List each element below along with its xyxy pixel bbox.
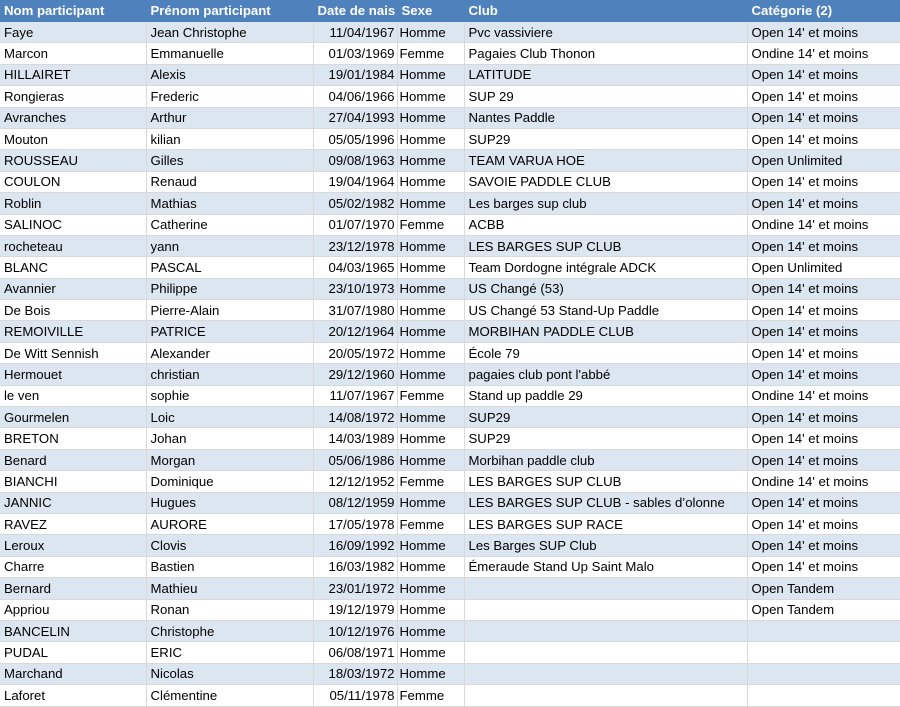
cell-nom[interactable]: RAVEZ [0, 513, 146, 534]
cell-nom[interactable]: BLANC [0, 257, 146, 278]
cell-date[interactable]: 05/02/1982 [313, 193, 397, 214]
cell-club[interactable]: LES BARGES SUP CLUB [464, 471, 747, 492]
cell-nom[interactable]: Marchand [0, 663, 146, 684]
cell-categorie[interactable]: Open 14' et moins [747, 321, 900, 342]
cell-date[interactable]: 16/09/1992 [313, 535, 397, 556]
cell-club[interactable] [464, 599, 747, 620]
cell-date[interactable]: 01/07/1970 [313, 214, 397, 235]
table-row[interactable] [0, 107, 900, 128]
table-row[interactable] [0, 150, 900, 171]
cell-club[interactable]: Morbihan paddle club [464, 449, 747, 470]
cell-nom[interactable]: Laforet [0, 685, 146, 706]
cell-nom[interactable]: BANCELIN [0, 620, 146, 641]
cell-categorie[interactable]: Open 14' et moins [747, 556, 900, 577]
cell-prenom[interactable]: Arthur [146, 107, 313, 128]
header-nom[interactable]: Nom participant [0, 0, 146, 22]
cell-categorie[interactable]: Open 14' et moins [747, 300, 900, 321]
table-row[interactable] [0, 535, 900, 556]
cell-prenom[interactable]: Mathias [146, 193, 313, 214]
cell-prenom[interactable]: kilian [146, 128, 313, 149]
cell-prenom[interactable]: Pierre-Alain [146, 300, 313, 321]
cell-sexe[interactable]: Homme [397, 278, 464, 299]
cell-categorie[interactable] [747, 620, 900, 641]
header-prenom[interactable]: Prénom participant [146, 0, 313, 22]
cell-nom[interactable]: Bernard [0, 578, 146, 599]
cell-sexe[interactable]: Femme [397, 43, 464, 64]
cell-categorie[interactable] [747, 685, 900, 706]
cell-sexe[interactable]: Homme [397, 364, 464, 385]
cell-prenom[interactable]: Dominique [146, 471, 313, 492]
cell-nom[interactable]: BRETON [0, 428, 146, 449]
cell-nom[interactable]: De Bois [0, 300, 146, 321]
cell-nom[interactable]: Leroux [0, 535, 146, 556]
table-row[interactable] [0, 171, 900, 192]
cell-nom[interactable]: Marcon [0, 43, 146, 64]
cell-club[interactable] [464, 620, 747, 641]
cell-club[interactable] [464, 642, 747, 663]
cell-nom[interactable]: Benard [0, 449, 146, 470]
cell-categorie[interactable]: Open 14' et moins [747, 364, 900, 385]
cell-categorie[interactable]: Ondine 14' et moins [747, 471, 900, 492]
cell-categorie[interactable]: Open 14' et moins [747, 64, 900, 85]
cell-date[interactable]: 23/01/1972 [313, 578, 397, 599]
cell-sexe[interactable]: Homme [397, 128, 464, 149]
cell-club[interactable]: SUP29 [464, 428, 747, 449]
table-row[interactable] [0, 685, 900, 706]
table-row[interactable] [0, 642, 900, 663]
cell-prenom[interactable]: PATRICE [146, 321, 313, 342]
cell-sexe[interactable]: Homme [397, 578, 464, 599]
cell-sexe[interactable]: Homme [397, 321, 464, 342]
cell-nom[interactable]: Avranches [0, 107, 146, 128]
cell-sexe[interactable]: Homme [397, 599, 464, 620]
cell-prenom[interactable]: Nicolas [146, 663, 313, 684]
cell-date[interactable]: 17/05/1978 [313, 513, 397, 534]
cell-prenom[interactable]: Bastien [146, 556, 313, 577]
cell-categorie[interactable]: Open Tandem [747, 578, 900, 599]
table-row[interactable] [0, 578, 900, 599]
cell-categorie[interactable]: Ondine 14' et moins [747, 214, 900, 235]
cell-date[interactable]: 06/08/1971 [313, 642, 397, 663]
cell-club[interactable]: Pagaies Club Thonon [464, 43, 747, 64]
cell-prenom[interactable]: Renaud [146, 171, 313, 192]
cell-sexe[interactable]: Homme [397, 449, 464, 470]
cell-sexe[interactable]: Homme [397, 492, 464, 513]
cell-club[interactable]: MORBIHAN PADDLE CLUB [464, 321, 747, 342]
cell-sexe[interactable]: Homme [397, 22, 464, 43]
table-row[interactable] [0, 556, 900, 577]
cell-nom[interactable]: COULON [0, 171, 146, 192]
cell-club[interactable]: Stand up paddle 29 [464, 385, 747, 406]
cell-nom[interactable]: SALINOC [0, 214, 146, 235]
cell-nom[interactable]: Gourmelen [0, 407, 146, 428]
cell-categorie[interactable]: Open 14' et moins [747, 342, 900, 363]
cell-sexe[interactable]: Homme [397, 64, 464, 85]
cell-club[interactable]: École 79 [464, 342, 747, 363]
cell-prenom[interactable]: Morgan [146, 449, 313, 470]
cell-date[interactable]: 11/07/1967 [313, 385, 397, 406]
cell-prenom[interactable]: Alexis [146, 64, 313, 85]
table-body [0, 22, 900, 707]
cell-prenom[interactable]: sophie [146, 385, 313, 406]
cell-sexe[interactable]: Homme [397, 620, 464, 641]
cell-prenom[interactable]: Loic [146, 407, 313, 428]
table-row[interactable] [0, 64, 900, 85]
header-date[interactable]: Date de nais [313, 0, 397, 22]
cell-nom[interactable]: rocheteau [0, 235, 146, 256]
cell-club[interactable]: Pvc vassiviere [464, 22, 747, 43]
cell-nom[interactable]: Faye [0, 22, 146, 43]
cell-club[interactable]: US Changé 53 Stand-Up Paddle [464, 300, 747, 321]
table-row[interactable] [0, 620, 900, 641]
cell-date[interactable]: 14/03/1989 [313, 428, 397, 449]
cell-categorie[interactable]: Open 14' et moins [747, 535, 900, 556]
table-row[interactable] [0, 513, 900, 534]
table-row[interactable] [0, 193, 900, 214]
header-categorie[interactable]: Catégorie (2) [747, 0, 900, 22]
cell-prenom[interactable]: ERIC [146, 642, 313, 663]
header-club[interactable]: Club [464, 0, 747, 22]
cell-date[interactable]: 27/04/1993 [313, 107, 397, 128]
cell-categorie[interactable]: Open 14' et moins [747, 407, 900, 428]
table-row[interactable] [0, 278, 900, 299]
table-row[interactable] [0, 428, 900, 449]
cell-prenom[interactable]: AURORE [146, 513, 313, 534]
table-row[interactable] [0, 86, 900, 107]
cell-date[interactable]: 10/12/1976 [313, 620, 397, 641]
cell-nom[interactable]: Hermouet [0, 364, 146, 385]
cell-categorie[interactable] [747, 642, 900, 663]
cell-sexe[interactable]: Homme [397, 86, 464, 107]
cell-prenom[interactable]: Mathieu [146, 578, 313, 599]
cell-club[interactable]: Émeraude Stand Up Saint Malo [464, 556, 747, 577]
cell-nom[interactable]: Charre [0, 556, 146, 577]
cell-prenom[interactable]: Emmanuelle [146, 43, 313, 64]
cell-categorie[interactable] [747, 663, 900, 684]
cell-sexe[interactable]: Homme [397, 235, 464, 256]
cell-club[interactable]: SUP29 [464, 407, 747, 428]
cell-prenom[interactable]: Philippe [146, 278, 313, 299]
cell-club[interactable] [464, 663, 747, 684]
header-sexe[interactable]: Sexe [397, 0, 464, 22]
cell-prenom[interactable]: Ronan [146, 599, 313, 620]
cell-categorie[interactable]: Open 14' et moins [747, 107, 900, 128]
cell-date[interactable]: 05/06/1986 [313, 449, 397, 470]
table-row[interactable] [0, 449, 900, 470]
table-row[interactable] [0, 342, 900, 363]
cell-date[interactable]: 12/12/1952 [313, 471, 397, 492]
cell-date[interactable]: 05/05/1996 [313, 128, 397, 149]
cell-sexe[interactable]: Homme [397, 663, 464, 684]
cell-club[interactable]: LES BARGES SUP RACE [464, 513, 747, 534]
cell-date[interactable]: 01/03/1969 [313, 43, 397, 64]
cell-date[interactable]: 18/03/1972 [313, 663, 397, 684]
cell-club[interactable]: TEAM VARUA HOE [464, 150, 747, 171]
table-row[interactable] [0, 300, 900, 321]
cell-date[interactable]: 19/12/1979 [313, 599, 397, 620]
cell-categorie[interactable]: Open 14' et moins [747, 171, 900, 192]
cell-date[interactable]: 11/04/1967 [313, 22, 397, 43]
cell-categorie[interactable]: Open Tandem [747, 599, 900, 620]
cell-categorie[interactable]: Open 14' et moins [747, 193, 900, 214]
cell-sexe[interactable]: Homme [397, 150, 464, 171]
cell-club[interactable] [464, 685, 747, 706]
cell-date[interactable]: 09/08/1963 [313, 150, 397, 171]
cell-sexe[interactable]: Homme [397, 556, 464, 577]
table-row[interactable] [0, 22, 900, 43]
cell-sexe[interactable]: Homme [397, 342, 464, 363]
cell-categorie[interactable]: Open 14' et moins [747, 428, 900, 449]
cell-prenom[interactable]: Alexander [146, 342, 313, 363]
cell-prenom[interactable]: Clémentine [146, 685, 313, 706]
cell-sexe[interactable]: Femme [397, 385, 464, 406]
cell-nom[interactable]: REMOIVILLE [0, 321, 146, 342]
cell-club[interactable]: LATITUDE [464, 64, 747, 85]
cell-nom[interactable]: ROUSSEAU [0, 150, 146, 171]
cell-prenom[interactable]: Jean Christophe [146, 22, 313, 43]
cell-club[interactable]: pagaies club pont l'abbé [464, 364, 747, 385]
cell-club[interactable]: SUP 29 [464, 86, 747, 107]
cell-sexe[interactable]: Homme [397, 642, 464, 663]
cell-date[interactable]: 04/03/1965 [313, 257, 397, 278]
cell-club[interactable]: Team Dordogne intégrale ADCK [464, 257, 747, 278]
cell-nom[interactable]: HILLAIRET [0, 64, 146, 85]
cell-nom[interactable]: BIANCHI [0, 471, 146, 492]
cell-club[interactable]: LES BARGES SUP CLUB [464, 235, 747, 256]
table-row[interactable] [0, 43, 900, 64]
cell-prenom[interactable]: yann [146, 235, 313, 256]
cell-categorie[interactable]: Open 14' et moins [747, 492, 900, 513]
cell-nom[interactable]: le ven [0, 385, 146, 406]
cell-sexe[interactable]: Homme [397, 300, 464, 321]
cell-club[interactable]: US Changé (53) [464, 278, 747, 299]
cell-prenom[interactable]: Johan [146, 428, 313, 449]
cell-date[interactable]: 16/03/1982 [313, 556, 397, 577]
cell-categorie[interactable]: Open 14' et moins [747, 449, 900, 470]
cell-sexe[interactable]: Homme [397, 535, 464, 556]
cell-categorie[interactable]: Ondine 14' et moins [747, 43, 900, 64]
cell-categorie[interactable]: Open 14' et moins [747, 128, 900, 149]
cell-sexe[interactable]: Femme [397, 471, 464, 492]
cell-club[interactable]: SUP29 [464, 128, 747, 149]
cell-prenom[interactable]: christian [146, 364, 313, 385]
cell-date[interactable]: 19/04/1964 [313, 171, 397, 192]
table-row[interactable] [0, 471, 900, 492]
cell-prenom[interactable]: Gilles [146, 150, 313, 171]
table-row[interactable] [0, 128, 900, 149]
cell-sexe[interactable]: Homme [397, 171, 464, 192]
cell-nom[interactable]: JANNIC [0, 492, 146, 513]
table-row[interactable] [0, 235, 900, 256]
cell-date[interactable]: 08/12/1959 [313, 492, 397, 513]
table-row[interactable] [0, 407, 900, 428]
table-row[interactable] [0, 257, 900, 278]
cell-categorie[interactable]: Open 14' et moins [747, 278, 900, 299]
cell-categorie[interactable]: Open 14' et moins [747, 235, 900, 256]
cell-nom[interactable]: PUDAL [0, 642, 146, 663]
cell-prenom[interactable]: PASCAL [146, 257, 313, 278]
cell-prenom[interactable]: Clovis [146, 535, 313, 556]
cell-sexe[interactable]: Homme [397, 428, 464, 449]
cell-date[interactable]: 04/06/1966 [313, 86, 397, 107]
cell-prenom[interactable]: Christophe [146, 620, 313, 641]
cell-categorie[interactable]: Ondine 14' et moins [747, 385, 900, 406]
cell-nom[interactable]: Appriou [0, 599, 146, 620]
cell-prenom[interactable]: Hugues [146, 492, 313, 513]
cell-sexe[interactable]: Homme [397, 107, 464, 128]
cell-club[interactable]: SAVOIE PADDLE CLUB [464, 171, 747, 192]
cell-date[interactable]: 29/12/1960 [313, 364, 397, 385]
table-row[interactable] [0, 599, 900, 620]
cell-club[interactable]: Nantes Paddle [464, 107, 747, 128]
cell-categorie[interactable]: Open Unlimited [747, 257, 900, 278]
header-row [0, 0, 900, 22]
table-row[interactable] [0, 385, 900, 406]
cell-nom[interactable]: Rongieras [0, 86, 146, 107]
cell-club[interactable]: ACBB [464, 214, 747, 235]
cell-nom[interactable]: Mouton [0, 128, 146, 149]
cell-date[interactable]: 19/01/1984 [313, 64, 397, 85]
cell-sexe[interactable]: Femme [397, 513, 464, 534]
cell-nom[interactable]: Roblin [0, 193, 146, 214]
cell-club[interactable]: Les Barges SUP Club [464, 535, 747, 556]
cell-date[interactable]: 05/11/1978 [313, 685, 397, 706]
cell-date[interactable]: 14/08/1972 [313, 407, 397, 428]
cell-categorie[interactable]: Open 14' et moins [747, 86, 900, 107]
cell-sexe[interactable]: Femme [397, 685, 464, 706]
cell-nom[interactable]: De Witt Sennish [0, 342, 146, 363]
cell-sexe[interactable]: Homme [397, 407, 464, 428]
cell-sexe[interactable]: Homme [397, 257, 464, 278]
cell-club[interactable]: Les barges sup club [464, 193, 747, 214]
cell-prenom[interactable]: Frederic [146, 86, 313, 107]
cell-sexe[interactable]: Homme [397, 193, 464, 214]
table-row[interactable] [0, 663, 900, 684]
cell-date[interactable]: 23/10/1973 [313, 278, 397, 299]
cell-categorie[interactable]: Open Unlimited [747, 150, 900, 171]
cell-date[interactable]: 20/05/1972 [313, 342, 397, 363]
cell-club[interactable] [464, 578, 747, 599]
table-row[interactable] [0, 214, 900, 235]
cell-sexe[interactable]: Femme [397, 214, 464, 235]
cell-date[interactable]: 23/12/1978 [313, 235, 397, 256]
cell-date[interactable]: 31/07/1980 [313, 300, 397, 321]
cell-categorie[interactable]: Open 14' et moins [747, 513, 900, 534]
table-row[interactable] [0, 321, 900, 342]
table-row[interactable] [0, 492, 900, 513]
cell-club[interactable]: LES BARGES SUP CLUB - sables d’olonne [464, 492, 747, 513]
cell-prenom[interactable]: Catherine [146, 214, 313, 235]
cell-categorie[interactable]: Open 14' et moins [747, 22, 900, 43]
table-row[interactable] [0, 364, 900, 385]
cell-date[interactable]: 20/12/1964 [313, 321, 397, 342]
cell-nom[interactable]: Avannier [0, 278, 146, 299]
